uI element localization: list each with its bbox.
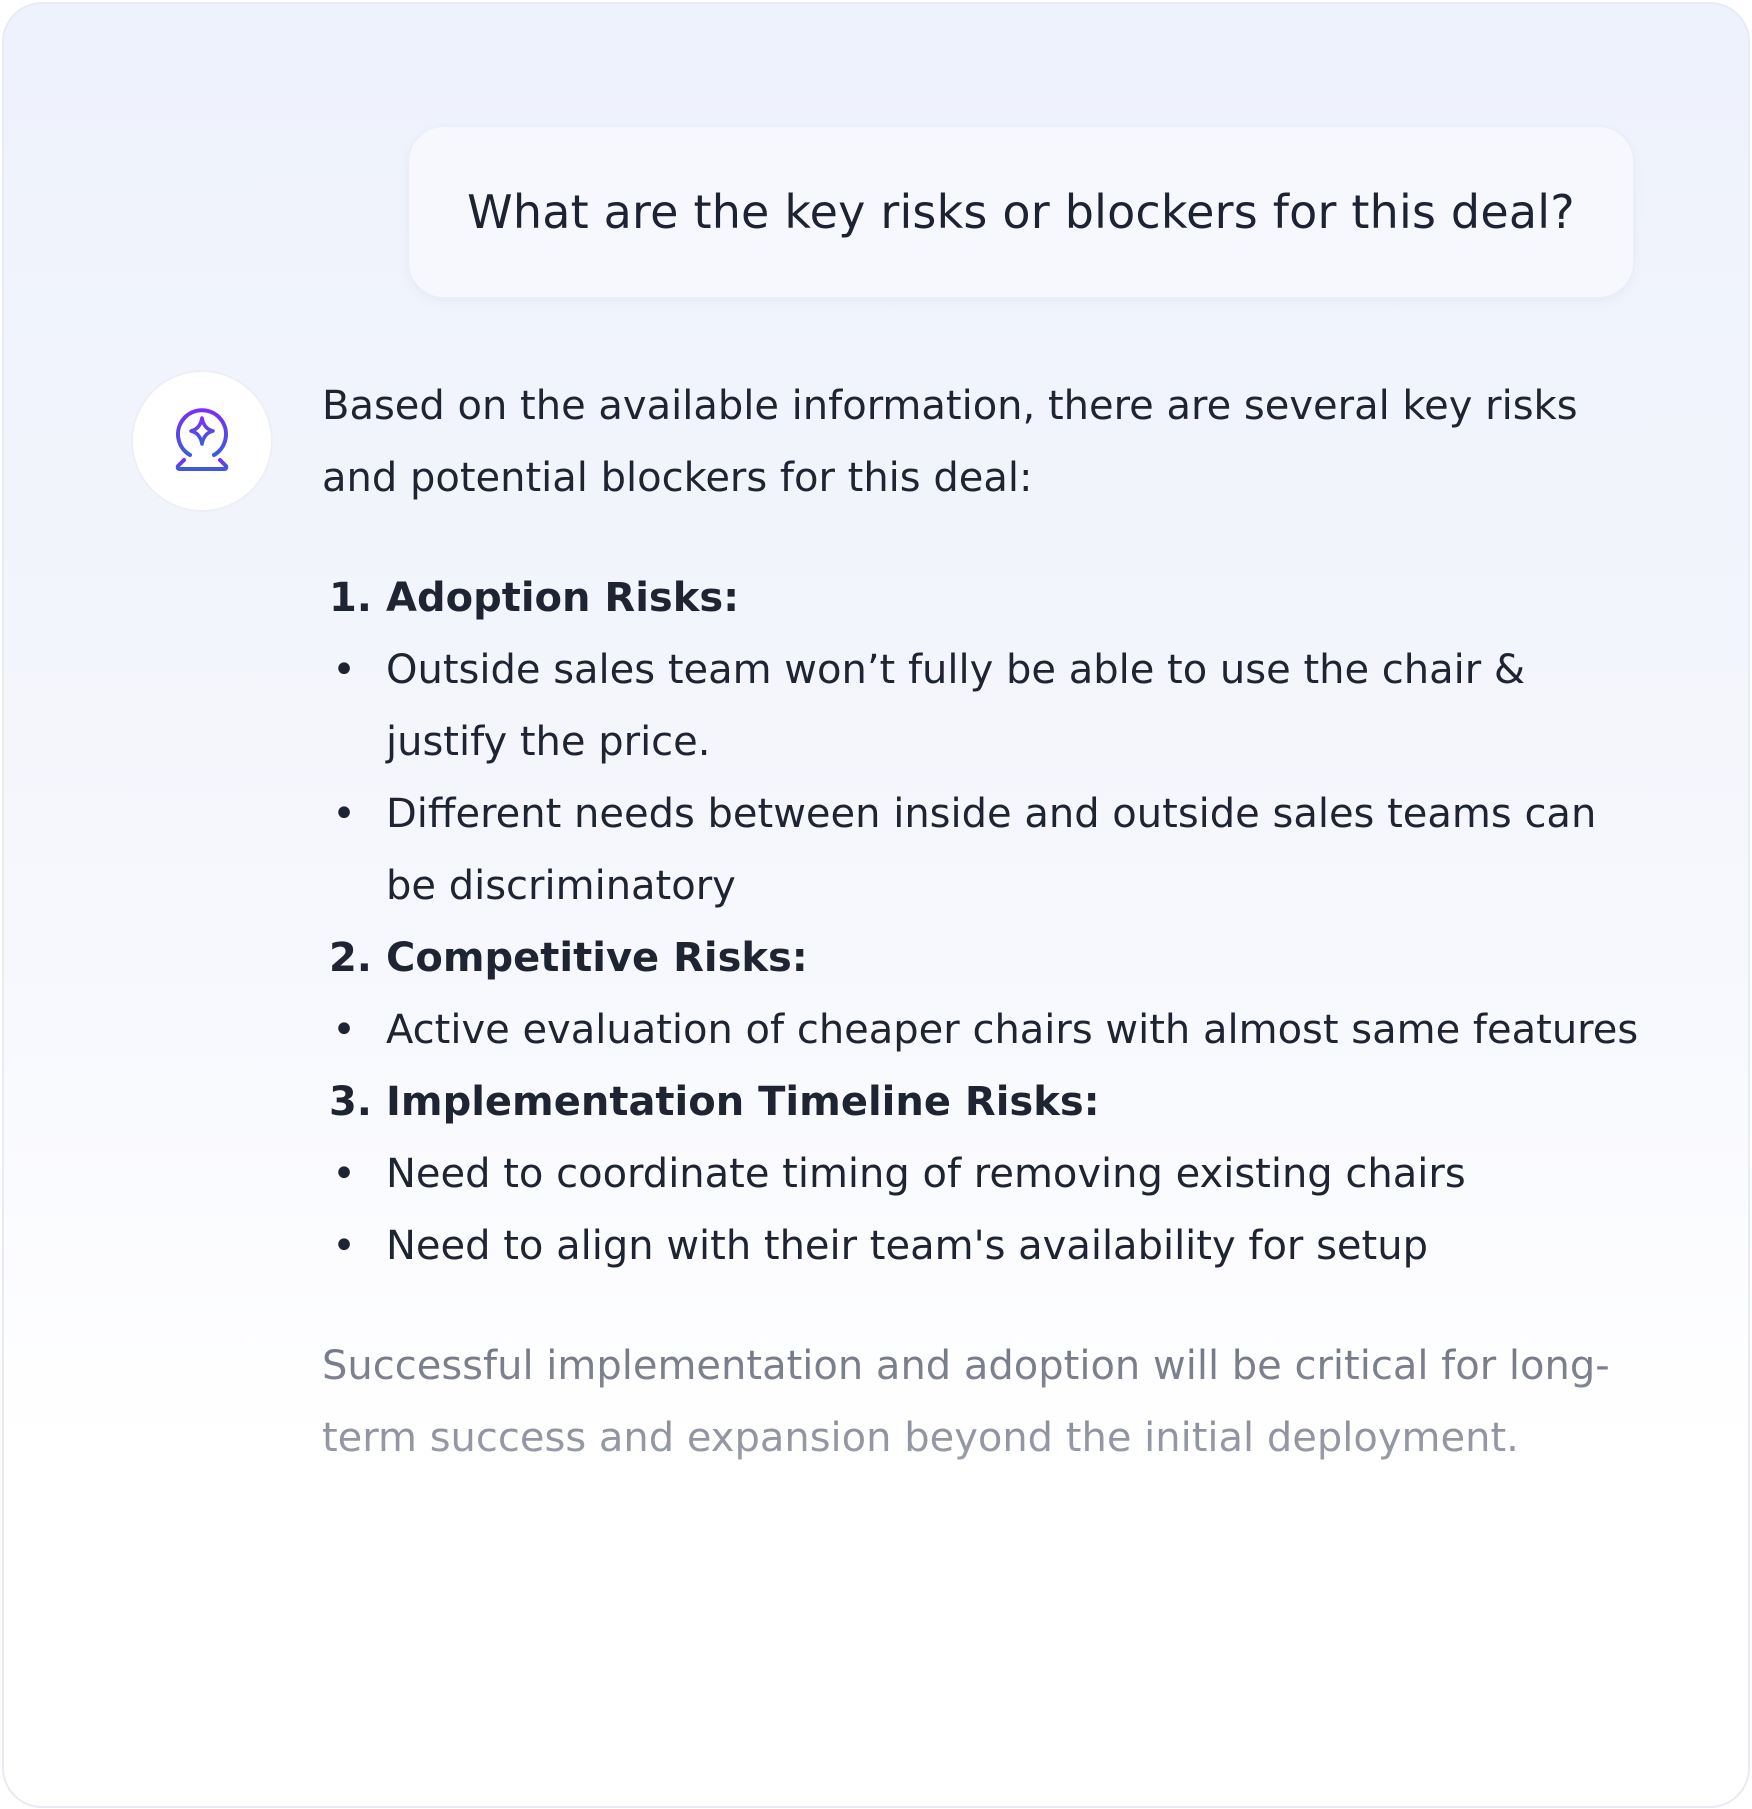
list-item <box>322 1210 1652 1282</box>
section-title: Adoption Risks: <box>386 575 740 621</box>
section-heading-competitive <box>322 922 1652 994</box>
list-item <box>322 634 1652 778</box>
section-heading-implementation <box>322 1066 1652 1138</box>
section-title: Competitive Risks: <box>386 935 808 981</box>
user-message-text: What are the key risks or blockers for this deal? <box>467 185 1575 239</box>
list-item <box>322 994 1652 1066</box>
list-number: 1. <box>328 575 372 621</box>
list-item-text: Different needs between inside and outside sales teams can be discriminatory <box>386 791 1597 909</box>
list-item-text: Need to coordinate timing of removing existing chairs <box>386 1151 1466 1197</box>
bullet-dot: • <box>332 791 356 837</box>
section-heading-adoption <box>322 562 1652 634</box>
list-item-text: Outside sales team won’t fully be able to use the chair & justify the price. <box>386 647 1526 765</box>
chat-panel <box>2 2 1750 1808</box>
bullet-dot: • <box>332 647 356 693</box>
list-item <box>322 778 1652 922</box>
crystal-ball-sparkle-icon <box>164 403 240 479</box>
assistant-intro: Based on the available information, there are several key risks and potential blockers for this deal: <box>322 383 1578 501</box>
user-message-bubble <box>408 126 1634 298</box>
list-item <box>322 1138 1652 1210</box>
list-item-text: Active evaluation of cheaper chairs with almost same features <box>386 1007 1639 1053</box>
list-number: 3. <box>328 1079 372 1125</box>
bullet-dot: • <box>332 1223 356 1269</box>
section-title: Implementation Timeline Risks: <box>386 1079 1100 1125</box>
list-item-text: Need to align with their team's availability for setup <box>386 1223 1428 1269</box>
bullet-dot: • <box>332 1007 356 1053</box>
bullet-dot: • <box>332 1151 356 1197</box>
assistant-message <box>322 370 1652 1474</box>
list-number: 2. <box>328 935 372 981</box>
assistant-outro: Successful implementation and adoption will be critical for long-term success and expansion beyond the initial deployment. <box>322 1330 1652 1474</box>
risk-list <box>322 562 1652 1282</box>
assistant-avatar <box>131 370 273 512</box>
